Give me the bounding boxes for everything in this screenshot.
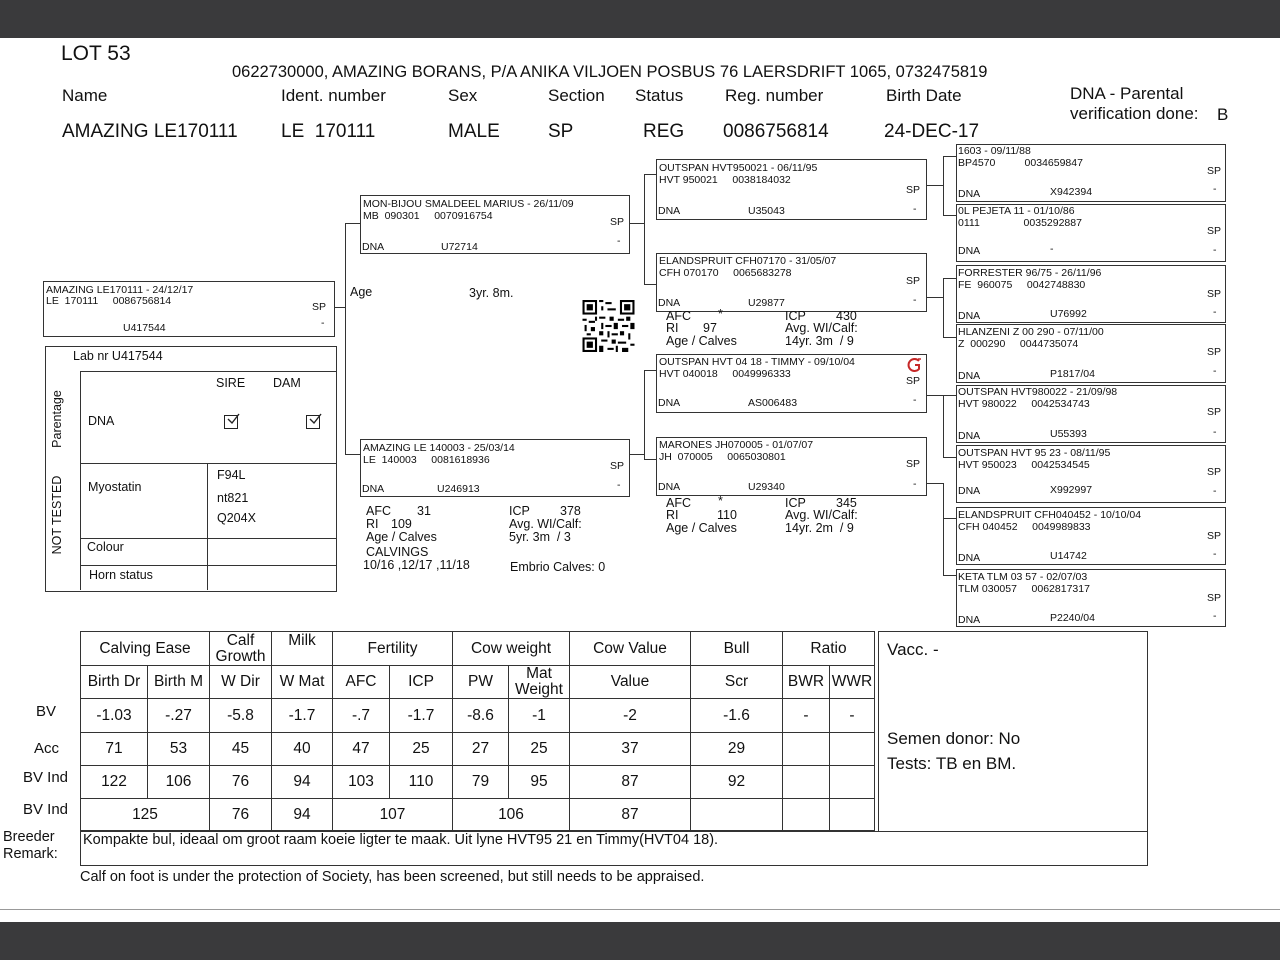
age-label: Age (350, 285, 373, 299)
bv-cell (830, 799, 875, 831)
bv-group-header: Cow weight (453, 632, 570, 666)
sire-box (360, 195, 630, 254)
colour-label: Colour (87, 540, 124, 554)
box-line1: ELANDSPRUIT CFH07170 - 31/05/07 (659, 255, 837, 267)
box-line1: AMAZING LE 140003 - 25/03/14 (363, 442, 515, 454)
connector (345, 454, 360, 455)
bv-cell: 53 (148, 733, 210, 766)
breeder-label: Breeder (3, 829, 55, 845)
bv-cell (830, 766, 875, 799)
header-dna-parental: DNA - Parental (1070, 84, 1184, 103)
box-line2: LE 140003 0081618936 (363, 454, 490, 466)
connector (628, 454, 645, 455)
bv-cell: -1.6 (691, 699, 783, 733)
box-dna-label: DNA (958, 310, 981, 322)
footer-divider (0, 909, 1280, 910)
bv-group-header: Milk (272, 632, 333, 666)
bv-cell: 47 (333, 733, 390, 766)
bv-sub-header: W Mat (272, 666, 333, 699)
box-dna: AS006483 (748, 397, 798, 409)
bv-cell: -5.8 (210, 699, 272, 733)
dam-afc-value: 31 (417, 504, 431, 518)
header-reg: Reg. number (725, 86, 824, 105)
age-value: 3yr. 8m. (469, 286, 514, 300)
dam-ri-label: RI (366, 517, 379, 531)
box-dna: - (1050, 243, 1054, 255)
bv-cell: 29 (691, 733, 783, 766)
box-sp: SP (906, 275, 921, 287)
box-sp: SP (1207, 225, 1222, 237)
bv-cell: 37 (570, 733, 691, 766)
bv-cell: 40 (272, 733, 333, 766)
connector (345, 223, 346, 454)
divider (80, 565, 336, 566)
animal-reg: 0086756814 (723, 121, 829, 142)
box-line1: 0L PEJETA 11 - 01/10/86 (958, 205, 1075, 217)
box-dash: - (1213, 365, 1217, 377)
box-line2: MB 090301 0070916754 (363, 210, 493, 222)
dna-row-label: DNA (88, 414, 115, 428)
connector (925, 185, 944, 186)
bv-cell: 110 (390, 766, 453, 799)
box-sp: SP (312, 301, 327, 313)
vaccination-panel (878, 631, 1148, 833)
gp-ri-value: 97 (703, 321, 717, 335)
box-sp: SP (1207, 466, 1222, 478)
connector (628, 223, 645, 224)
bv-group-header: Calving Ease (81, 632, 210, 666)
connector (943, 395, 956, 396)
box-line2: HVT 950023 0042534545 (958, 459, 1090, 471)
bv-sub-header: ICP (390, 666, 453, 699)
bv-cell: 92 (691, 766, 783, 799)
bv-sub-header: Birth Dr (81, 666, 148, 699)
connector (345, 223, 360, 224)
box-line2: CFH 070170 0065683278 (659, 267, 792, 279)
bottom-bar (0, 922, 1280, 960)
box-dna: U14742 (1050, 550, 1087, 562)
connector (644, 370, 645, 459)
animal-ident: LE 170111 (281, 121, 376, 142)
gp-icp-value: 430 (836, 309, 857, 323)
grandparent-box-1 (656, 159, 927, 220)
bv-sub-header: BWR (783, 666, 830, 699)
breeder-line: 0622730000, AMAZING BORANS, P/A ANIKA VILJOEN POSBUS 76 LAERSDRIFT 1065, 0732475819 (232, 63, 988, 81)
bv-cell: 125 (81, 799, 210, 831)
bv-cell: 71 (81, 733, 148, 766)
box-dash: - (1213, 244, 1217, 256)
bv-cell: 106 (453, 799, 570, 831)
box-dash: - (321, 317, 325, 329)
dam-column-label: DAM (273, 376, 301, 390)
bv-cell: -1.7 (390, 699, 453, 733)
connector (925, 297, 944, 298)
dam-afc-label: AFC (366, 504, 391, 518)
box-dna: U76992 (1050, 308, 1087, 320)
great-grandparent-box-5 (956, 385, 1226, 443)
connector (943, 278, 956, 279)
box-sp: SP (1207, 288, 1222, 300)
box-sp: SP (1207, 165, 1222, 177)
box-line1: MON-BIJOU SMALDEEL MARIUS - 26/11/09 (363, 198, 574, 210)
connector (943, 156, 956, 157)
dam-dna-checkbox[interactable] (306, 415, 320, 429)
animal-status: REG (643, 121, 685, 142)
box-line1: OUTSPAN HVT 95 23 - 08/11/95 (958, 447, 1111, 459)
remark-label: Remark: (3, 846, 58, 862)
verification-value: B (1217, 105, 1229, 124)
box-line2: TLM 030057 0062817317 (958, 583, 1090, 595)
myostatin-value-3: Q204X (217, 511, 256, 525)
header-name: Name (62, 86, 108, 105)
gp-wi-label: Avg. WI/Calf: (785, 321, 858, 335)
gp-icp-value: 345 (836, 496, 857, 510)
bv-group-header: Ratio (783, 632, 875, 666)
box-line1: OUTSPAN HVT980022 - 21/09/98 (958, 386, 1118, 398)
box-dna-label: DNA (362, 241, 385, 253)
bv-cell: -2 (570, 699, 691, 733)
box-line1: KETA TLM 03 57 - 02/07/03 (958, 571, 1088, 583)
box-dash: - (1213, 183, 1217, 195)
bv-cell: 25 (390, 733, 453, 766)
box-dash: - (1213, 426, 1217, 438)
bv-cell (691, 799, 783, 831)
grandparent-box-2 (656, 253, 927, 312)
gp-ri-value: 110 (717, 508, 737, 522)
box-dna-label: DNA (658, 297, 681, 309)
connector (943, 337, 956, 338)
lot-number: LOT 53 (61, 42, 131, 65)
box-dna-label: DNA (958, 485, 981, 497)
row-label-acc: Acc (34, 740, 60, 757)
box-line2: FE 960075 0042748830 (958, 279, 1086, 291)
box-dna-label: DNA (658, 205, 681, 217)
box-dna: U55393 (1050, 428, 1087, 440)
header-birth: Birth Date (886, 86, 962, 105)
divider (80, 371, 336, 372)
box-sp: SP (1207, 592, 1222, 604)
bv-cell: 95 (509, 766, 570, 799)
bv-cell: 94 (272, 766, 333, 799)
box-line1: AMAZING LE170111 - 24/12/17 (46, 284, 194, 296)
animal-name: AMAZING LE170111 (62, 121, 238, 142)
bv-cell: 107 (333, 799, 453, 831)
sire-column-label: SIRE (216, 376, 246, 390)
checkmark-icon (226, 413, 240, 427)
bv-cell: 27 (453, 733, 509, 766)
dam-embrio: Embrio Calves: 0 (510, 560, 606, 574)
remark-text: Kompakte bul, ideaal om groot raam koeie ligter te maak. Uit lyne HVT95 21 en Timmy(HVT04 18). (83, 832, 719, 848)
bv-cell (830, 733, 875, 766)
dam-calvings-label: CALVINGS (366, 545, 429, 559)
bv-cell: 106 (148, 766, 210, 799)
myostatin-label: Myostatin (88, 480, 142, 494)
bv-cell: 87 (570, 799, 691, 831)
box-line1: OUTSPAN HVT 04 18 - TIMMY - 09/10/04 (659, 356, 855, 368)
qr-code-icon (582, 300, 635, 352)
gp-icp-label: ICP (785, 309, 806, 323)
dam-ri-value: 109 (391, 517, 412, 531)
box-line2: JH 070005 0065030801 (659, 451, 786, 463)
bv-cell: 103 (333, 766, 390, 799)
bv-cell: -1.7 (272, 699, 333, 733)
box-sp: SP (906, 375, 921, 387)
box-dash: - (1213, 306, 1217, 318)
box-dna: X942394 (1050, 186, 1093, 198)
divider (80, 538, 336, 539)
box-sp: SP (610, 460, 625, 472)
box-line1: 1603 - 09/11/88 (958, 145, 1031, 157)
footer-note: Calf on foot is under the protection of Society, has been screened, but still needs to be appraised. (80, 869, 705, 885)
bv-cell (783, 799, 830, 831)
bv-group-header: Calf Growth (210, 632, 272, 666)
gp-age-calves-label: Age / Calves (666, 521, 737, 535)
box-dna-label: DNA (958, 552, 981, 564)
dam-age-calves-label: Age / Calves (366, 530, 437, 544)
box-dna-label: DNA (958, 245, 981, 257)
box-line2: Z 000290 0044735074 (958, 338, 1079, 350)
gp-afc-label: AFC (666, 309, 691, 323)
semen-donor: Semen donor: No (887, 729, 1021, 748)
bv-cell: -.27 (148, 699, 210, 733)
bv-cell: 79 (453, 766, 509, 799)
animal-birth: 24-DEC-17 (884, 121, 980, 142)
great-grandparent-box-3 (956, 265, 1226, 323)
bv-sub-header: WWR (830, 666, 875, 699)
dam-age-calves-value: 5yr. 3m / 3 (509, 530, 571, 544)
box-dash: - (913, 478, 917, 490)
divider (80, 371, 81, 590)
gp-wi-label: Avg. WI/Calf: (785, 508, 858, 522)
box-line2: 0111 0035292887 (958, 217, 1082, 229)
dam-wi-label: Avg. WI/Calf: (509, 517, 582, 531)
box-dash: - (1213, 548, 1217, 560)
great-grandparent-box-6 (956, 445, 1226, 503)
box-sp: SP (906, 184, 921, 196)
great-grandparent-box-1 (956, 144, 1226, 202)
grandparent-box-4 (656, 437, 927, 496)
gp-icp-label: ICP (785, 496, 806, 510)
sire-dna-checkbox[interactable] (224, 415, 238, 429)
box-line1: HLANZENI Z 00 290 - 07/11/00 (958, 326, 1104, 338)
box-line1: ELANDSPRUIT CFH040452 - 10/10/04 (958, 509, 1142, 521)
lab-panel (45, 346, 337, 592)
row-label-bvind2: BV Ind (23, 801, 69, 818)
bv-sub-header: Scr (691, 666, 783, 699)
box-dna: P1817/04 (1050, 368, 1095, 380)
box-dna: U417544 (123, 322, 166, 334)
connector (943, 278, 944, 337)
row-label-bvind: BV Ind (23, 769, 69, 786)
dam-icp-label: ICP (509, 504, 530, 518)
box-line2: LE 170111 0086756814 (46, 295, 172, 307)
box-dna: P2240/04 (1050, 612, 1095, 624)
dam-calvings-value: 10/16 ,12/17 ,11/18 (363, 558, 470, 572)
box-line2: HVT 040018 0049996333 (659, 368, 791, 380)
box-line2: HVT 950021 0038184032 (659, 174, 791, 186)
header-status: Status (635, 86, 684, 105)
gp-age-calves-label: Age / Calves (666, 334, 737, 348)
dam-box (360, 439, 630, 497)
connector (943, 483, 944, 575)
box-line1: MARONES JH070005 - 01/07/07 (659, 439, 814, 451)
box-dna: U35043 (748, 205, 785, 217)
divider (207, 463, 208, 590)
box-dash: - (913, 394, 917, 406)
box-line1: FORRESTER 96/75 - 26/11/96 (958, 267, 1102, 279)
bv-group-header: Cow Value (570, 632, 691, 666)
connector (925, 395, 944, 396)
gp-ri-label: RI (666, 508, 679, 522)
bv-sub-header: Birth M (148, 666, 210, 699)
connector (943, 575, 956, 576)
bv-sub-header: Mat Weight (509, 666, 570, 699)
divider (80, 463, 336, 464)
bv-sub-header: AFC (333, 666, 390, 699)
gp-afc-value: * (718, 494, 723, 508)
bv-cell: 94 (272, 799, 333, 831)
connector (943, 395, 944, 457)
bv-cell (783, 766, 830, 799)
gp-afc-value: * (718, 307, 723, 321)
bv-table (80, 631, 875, 831)
box-dna: U29877 (748, 297, 785, 309)
header-sex: Sex (448, 86, 478, 105)
box-dna: U29340 (748, 481, 785, 493)
gp-age-calves-value: 14yr. 3m / 9 (785, 334, 854, 348)
animal-sex: MALE (448, 121, 500, 142)
box-line1: OUTSPAN HVT950021 - 06/11/95 (659, 162, 818, 174)
parentage-label: Parentage (50, 390, 64, 448)
gp-afc-label: AFC (666, 496, 691, 510)
bv-cell (783, 733, 830, 766)
animal-section: SP (548, 121, 574, 142)
connector (943, 215, 956, 216)
box-dna: U72714 (441, 241, 478, 253)
vacc-text: Vacc. - (887, 640, 939, 659)
box-dna-label: DNA (958, 614, 981, 626)
gp-age-calves-value: 14yr. 2m / 9 (785, 521, 854, 535)
gp-ri-label: RI (666, 321, 679, 335)
row-label-bv: BV (36, 703, 57, 720)
bv-cell: -1.03 (81, 699, 148, 733)
myostatin-value-1: F94L (217, 468, 246, 482)
not-tested-label: NOT TESTED (50, 475, 64, 555)
connector (925, 483, 944, 484)
bv-cell: - (783, 699, 830, 733)
box-dash: - (913, 203, 917, 215)
myostatin-value-2: nt821 (217, 491, 249, 505)
bv-cell: -8.6 (453, 699, 509, 733)
bv-cell: 25 (509, 733, 570, 766)
box-line2: BP4570 0034659847 (958, 157, 1083, 169)
bv-cell: - (830, 699, 875, 733)
tests: Tests: TB en BM. (887, 754, 1017, 773)
connector (943, 518, 956, 519)
great-grandparent-box-2 (956, 204, 1226, 262)
box-dna-label: DNA (658, 481, 681, 493)
box-line2: HVT 980022 0042534743 (958, 398, 1090, 410)
box-dash: - (1213, 485, 1217, 497)
dam-icp-value: 378 (560, 504, 581, 518)
bv-cell: 87 (570, 766, 691, 799)
box-sp: SP (1207, 406, 1222, 418)
bv-group-header: Fertility (333, 632, 453, 666)
sire-logo-icon (907, 358, 922, 372)
bv-group-header: Bull (691, 632, 783, 666)
header-verification: verification done: (1070, 104, 1199, 123)
box-dash: - (1213, 610, 1217, 622)
bv-cell: 76 (210, 766, 272, 799)
bv-sub-header: Value (570, 666, 691, 699)
box-dna-label: DNA (958, 430, 981, 442)
connector (943, 457, 956, 458)
remark-box (80, 831, 1148, 866)
grandparent-box-3 (656, 354, 927, 413)
bv-sub-header: PW (453, 666, 509, 699)
top-bar (0, 0, 1280, 38)
box-dna-label: DNA (958, 370, 981, 382)
box-sp: SP (1207, 346, 1222, 358)
bv-cell: 122 (81, 766, 148, 799)
box-dash: - (617, 235, 621, 247)
box-sp: SP (906, 458, 921, 470)
box-sp: SP (1207, 530, 1222, 542)
checkmark-icon (308, 413, 322, 427)
bv-cell: 76 (210, 799, 272, 831)
bv-cell: -1 (509, 699, 570, 733)
connector (644, 174, 645, 284)
box-dna-label: DNA (658, 397, 681, 409)
bv-cell: 45 (210, 733, 272, 766)
box-sp: SP (610, 216, 625, 228)
header-section: Section (548, 86, 605, 105)
header-ident: Ident. number (281, 86, 386, 105)
box-dna-label: DNA (958, 188, 981, 200)
box-line2: CFH 040452 0049989833 (958, 521, 1091, 533)
bv-cell: -.7 (333, 699, 390, 733)
box-dash: - (617, 479, 621, 491)
horn-status-label: Horn status (89, 568, 153, 582)
box-dna: X992997 (1050, 484, 1093, 496)
bv-sub-header: W Dir (210, 666, 272, 699)
animal-pedigree-box (43, 281, 335, 337)
great-grandparent-box-4 (956, 324, 1226, 383)
great-grandparent-box-8 (956, 569, 1226, 627)
box-dash: - (913, 294, 917, 306)
great-grandparent-box-7 (956, 507, 1226, 565)
box-dna-label: DNA (362, 483, 385, 495)
box-dna: U246913 (437, 483, 480, 495)
lab-number: Lab nr U417544 (73, 349, 163, 363)
